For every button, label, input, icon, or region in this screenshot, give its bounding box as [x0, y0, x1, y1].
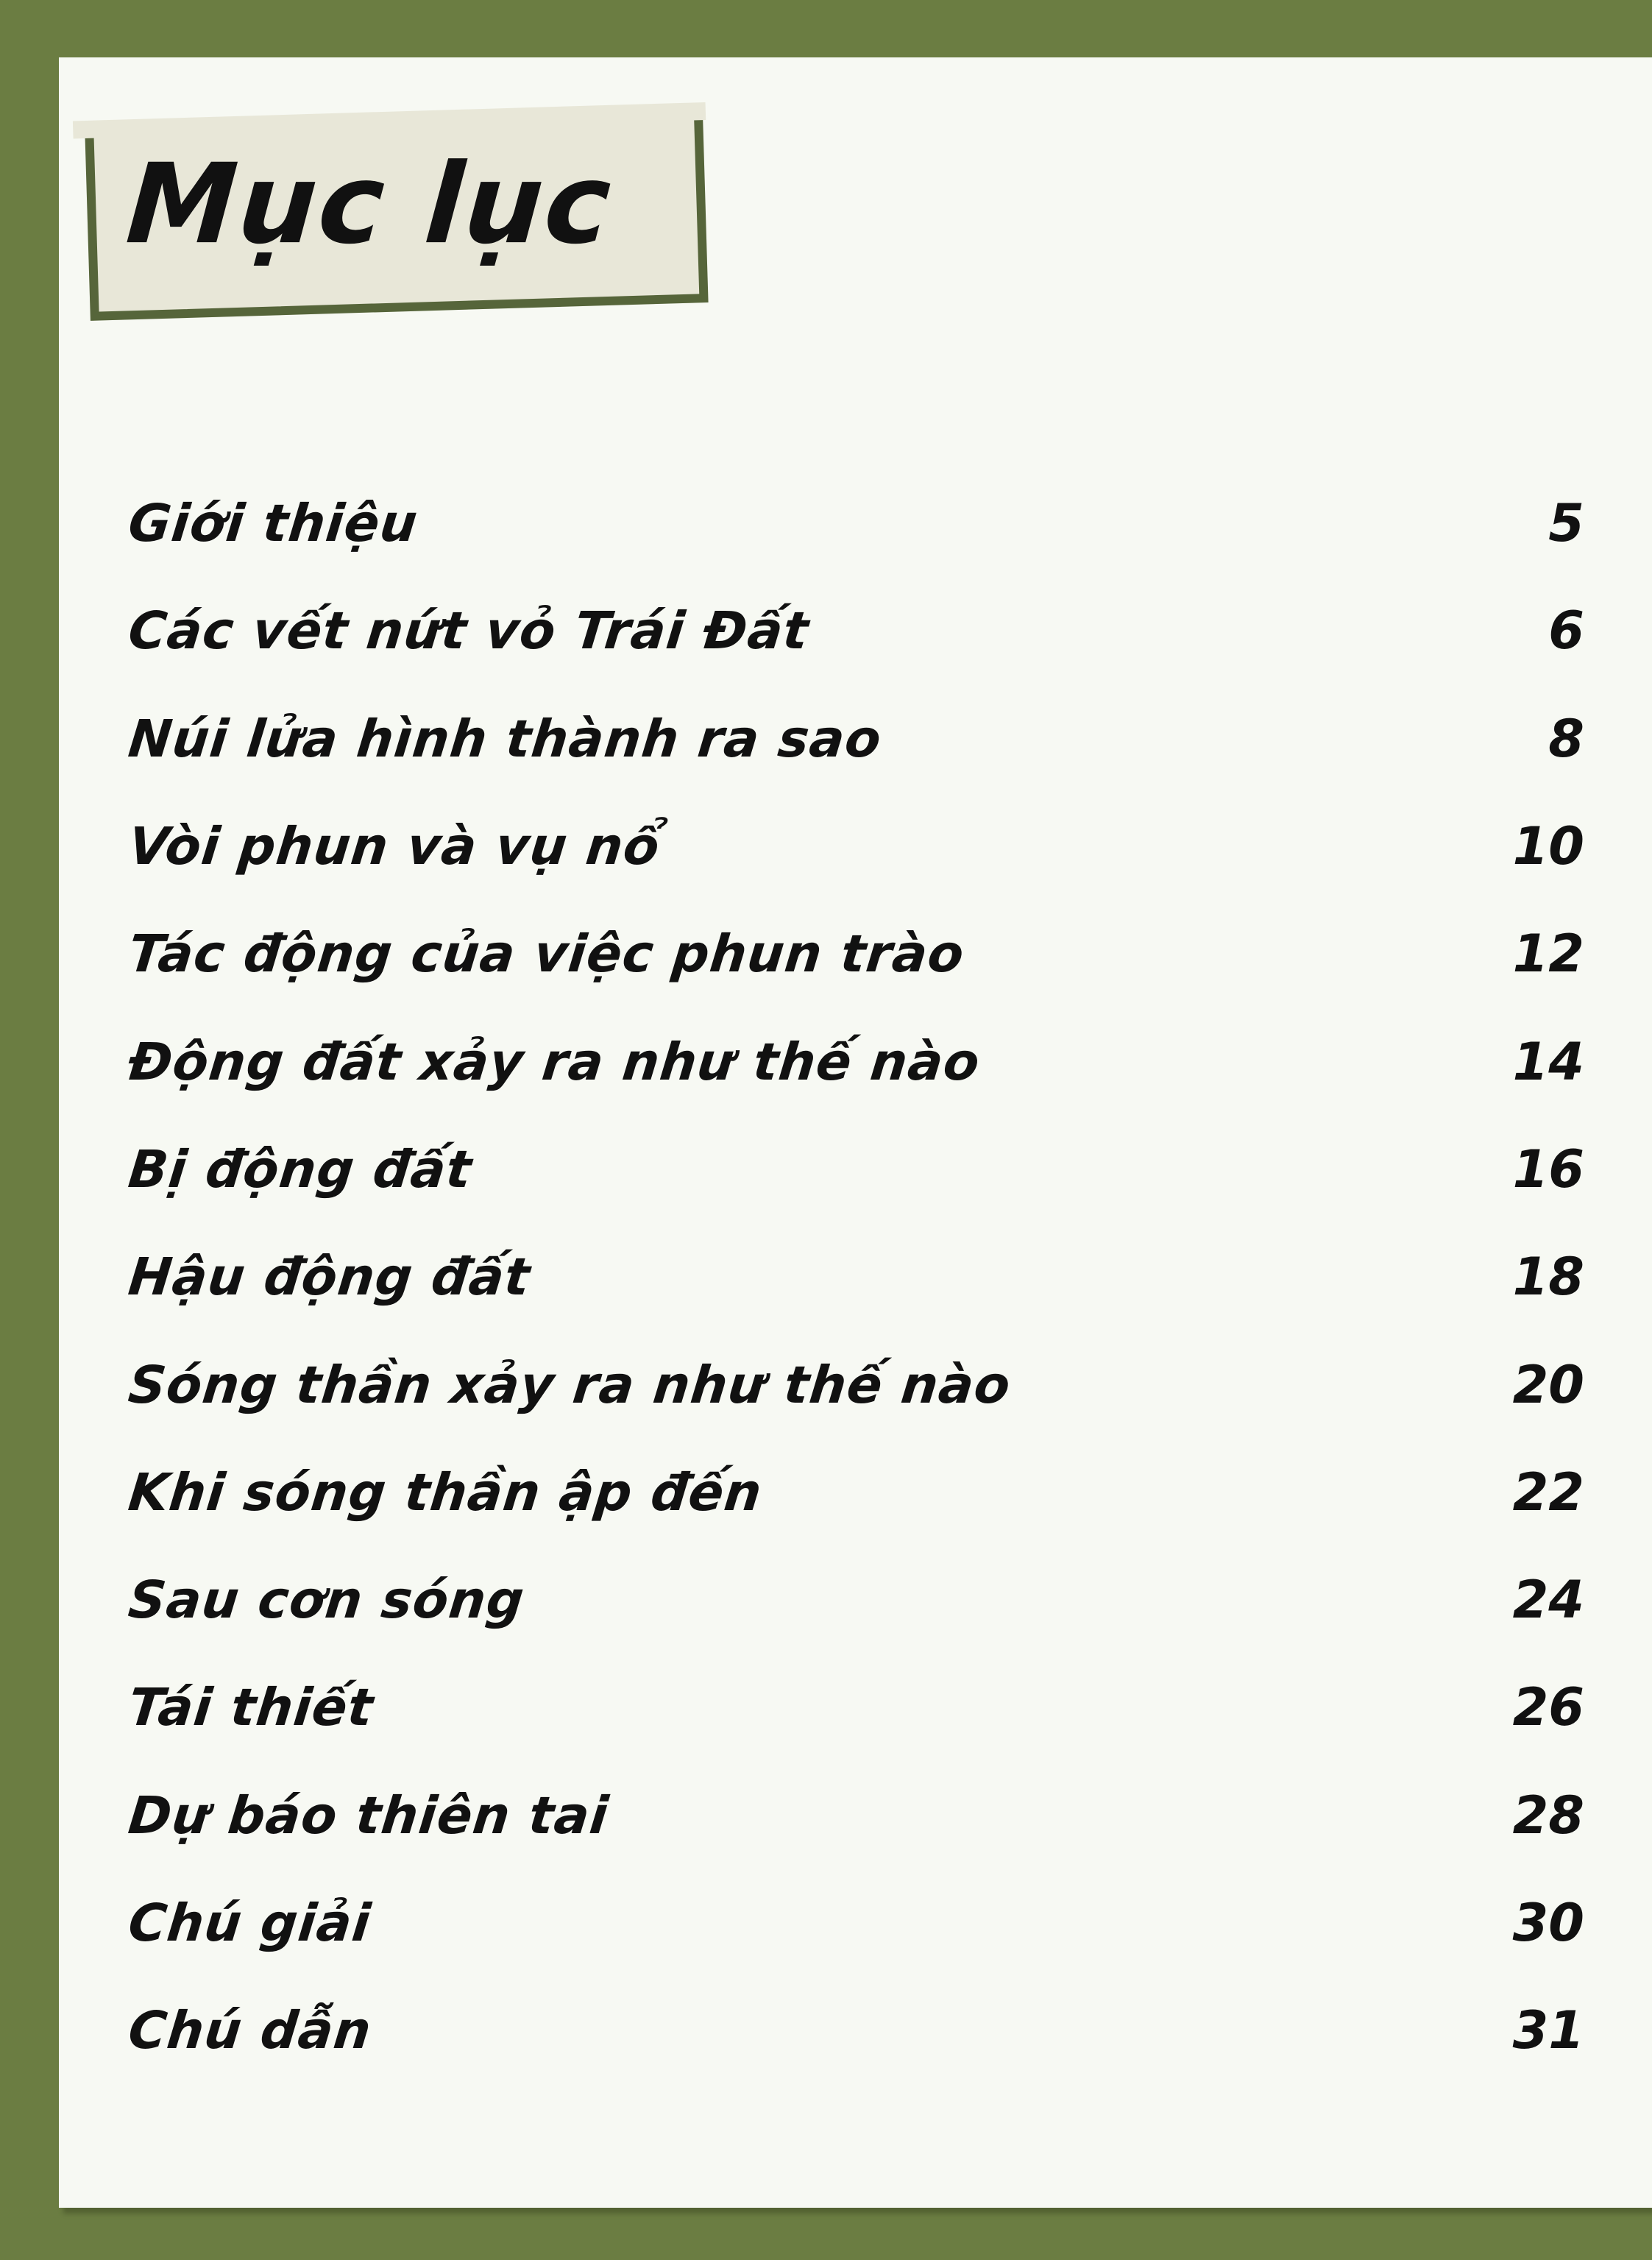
- title-box: [85, 105, 709, 321]
- toc-entry-page-number: 10: [1512, 816, 1584, 877]
- toc-entry-tai-thiet[interactable]: [125, 1654, 1584, 1761]
- toc-entry-page-number: 22: [1512, 1462, 1584, 1523]
- toc-entry-page-number: 30: [1512, 1893, 1584, 1953]
- toc-entry-chu-dan[interactable]: [125, 1977, 1584, 2084]
- toc-entry-chu-giai[interactable]: [125, 1869, 1584, 1977]
- toc-entry-page-number: 28: [1512, 1785, 1584, 1846]
- toc-entry-voi-phun[interactable]: [125, 793, 1584, 900]
- toc-entry-label: Hậu động đất: [125, 1247, 533, 1308]
- toc-entry-cac-vet-nut[interactable]: [125, 577, 1584, 684]
- toc-entry-label: Khi sóng thần ập đến: [125, 1462, 765, 1523]
- toc-entry-label: Núi lửa hình thành ra sao: [125, 708, 885, 769]
- toc-entry-page-number: 31: [1512, 2000, 1584, 2061]
- page-title: Mục lục: [122, 141, 617, 269]
- toc-entry-label: Sau cơn sóng: [125, 1570, 528, 1631]
- toc-entry-dong-dat-xay-ra[interactable]: [125, 1007, 1584, 1115]
- toc-entry-label: Chú giải: [125, 1893, 375, 1953]
- toc-entry-page-number: 18: [1512, 1247, 1584, 1308]
- toc-entry-label: Dự báo thiên tai: [125, 1785, 612, 1846]
- toc-entry-label: Sóng thần xảy ra như thế nào: [125, 1354, 1014, 1415]
- toc-entry-du-bao[interactable]: [125, 1762, 1584, 1869]
- toc-entry-page-number: 20: [1512, 1354, 1584, 1415]
- toc-entry-page-number: 8: [1548, 708, 1584, 769]
- table-of-contents: [125, 470, 1584, 2084]
- page: [59, 57, 1652, 2208]
- toc-entry-bi-dong-dat[interactable]: [125, 1116, 1584, 1223]
- toc-entry-gioi-thieu[interactable]: [125, 470, 1584, 577]
- toc-entry-page-number: 24: [1512, 1570, 1584, 1631]
- toc-entry-page-number: 12: [1512, 924, 1584, 985]
- toc-entry-hau-dong-dat[interactable]: [125, 1223, 1584, 1331]
- toc-entry-label: Tác động của việc phun trào: [125, 924, 968, 985]
- toc-entry-label: Chú dẫn: [125, 2000, 375, 2061]
- toc-entry-nui-lua[interactable]: [125, 685, 1584, 793]
- toc-entry-label: Tái thiết: [125, 1677, 377, 1738]
- toc-entry-khi-song-than[interactable]: [125, 1439, 1584, 1546]
- toc-entry-label: Giới thiệu: [125, 493, 421, 554]
- toc-entry-tac-dong[interactable]: [125, 900, 1584, 1007]
- toc-entry-page-number: 16: [1512, 1138, 1584, 1200]
- toc-entry-page-number: 26: [1512, 1677, 1584, 1738]
- toc-entry-label: Các vết nứt vỏ Trái Đất: [125, 601, 812, 662]
- toc-entry-page-number: 6: [1548, 601, 1584, 662]
- toc-entry-song-than-xay-ra[interactable]: [125, 1331, 1584, 1438]
- toc-entry-label: Bị động đất: [125, 1138, 475, 1200]
- toc-entry-sau-con-song[interactable]: [125, 1546, 1584, 1654]
- toc-entry-page-number: 5: [1548, 493, 1584, 554]
- toc-entry-page-number: 14: [1512, 1031, 1584, 1092]
- toc-entry-label: Động đất xảy ra như thế nào: [125, 1031, 983, 1092]
- toc-entry-label: Vòi phun và vụ nổ: [125, 816, 663, 877]
